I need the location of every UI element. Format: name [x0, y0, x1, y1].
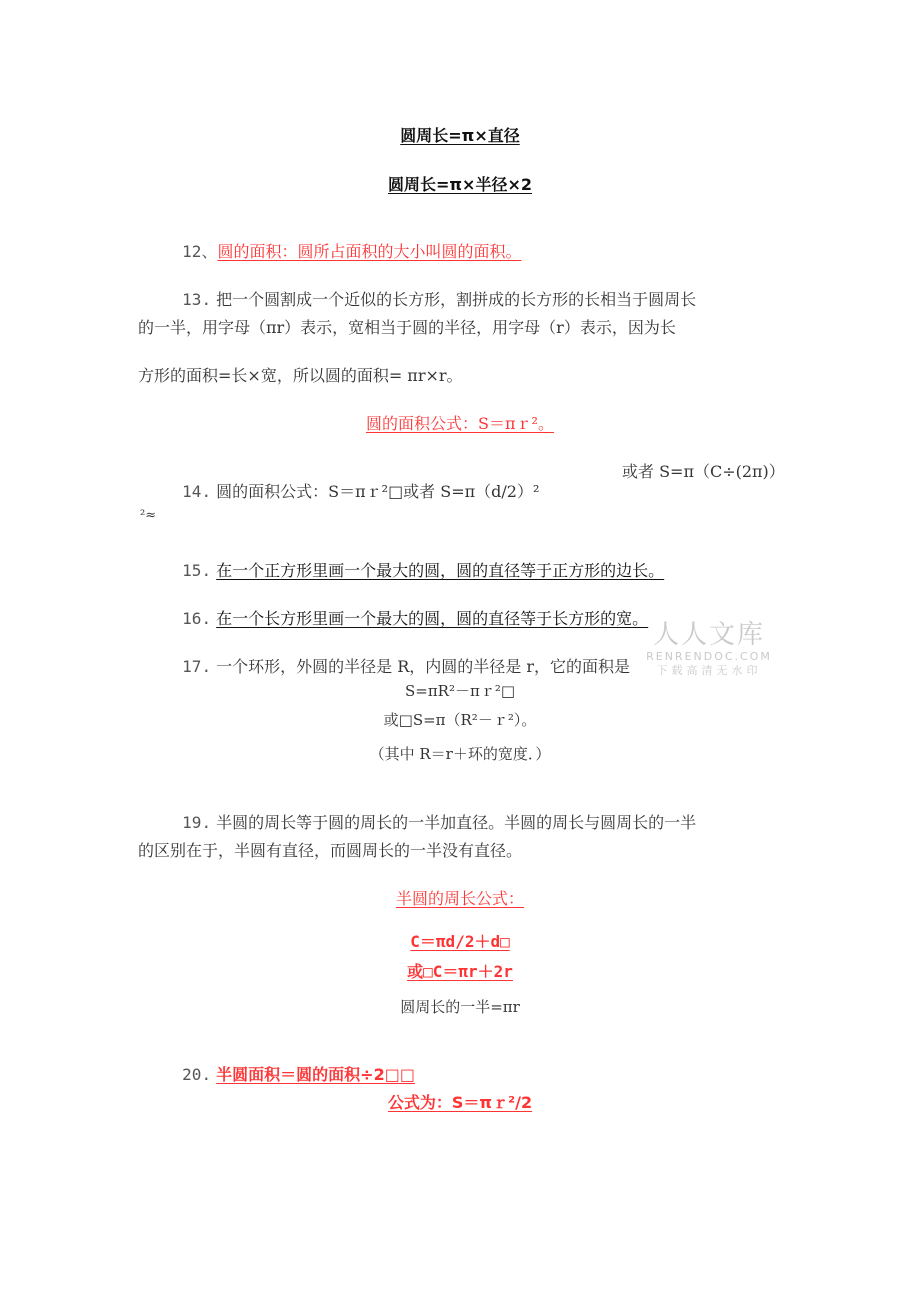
item-19-text-1: 半圆的周长等于圆的周长的一半加直径。半圆的周长与圆周长的一半 [216, 813, 697, 832]
item-16 [172, 589, 648, 629]
item-20-number: 20. [182, 1065, 212, 1084]
area-formula-heading: 圆的面积公式：S＝πｒ²。 [366, 414, 554, 433]
watermark-subtitle: 下载高清无水印 [656, 664, 762, 677]
item-14-text-2: 或者 S=π（C÷(2π)） [622, 462, 785, 481]
half-circumference-formula: 圆周长的一半=πr [400, 998, 520, 1016]
item-13-line-1 [172, 270, 696, 310]
ring-area-formula-2: 或□S=π（R²－ｒ²）。 [383, 711, 537, 729]
item-13-number: 13. [182, 290, 212, 309]
item-17-text: 一个环形，外圆的半径是 R，内圆的半径是 r，它的面积是 [216, 657, 631, 676]
item-20 [172, 1045, 415, 1085]
item-19-line-1 [172, 793, 696, 833]
item-14-text: 圆的面积公式：S＝πｒ²□或者 S=π（d/2）² [216, 482, 540, 501]
watermark-title: 人人文库 [652, 620, 765, 650]
watermark-url: RENRENDOC.COM [646, 650, 772, 663]
circumference-formula-diameter: 圆周长=π×直径 [400, 126, 520, 145]
item-19-line-2: 的区别在于，半圆有直径，而圆周长的一半没有直径。 [138, 841, 523, 860]
item-12-text: 圆的面积：圆所占面积的大小叫圆的面积。 [217, 242, 522, 261]
item-15-text: 在一个正方形里画一个最大的圆，圆的直径等于正方形的边长。 [216, 561, 665, 580]
item-13-line-2: 的一半，用字母（πr）表示，宽相当于圆的半径，用字母（r）表示，因为长 [138, 318, 676, 337]
semicircle-area-formula: 公式为：S＝πｒ²/2 [387, 1093, 533, 1112]
item-13-line-3: 方形的面积=长×宽，所以圆的面积= πr×r。 [138, 366, 463, 385]
item-12-number: 12、 [182, 242, 218, 261]
semicircle-formula-1: C＝πd/2＋d□ [410, 932, 510, 951]
item-16-text: 在一个长方形里画一个最大的圆，圆的直径等于长方形的宽。 [216, 609, 649, 628]
item-15 [172, 541, 664, 581]
item-14-line-1 [172, 462, 539, 502]
item-14-number: 14. [182, 482, 212, 501]
item-14-line-2: ²≈ [140, 508, 157, 523]
ring-area-formula-1: S=πR²－πｒ²□ [404, 682, 516, 700]
semicircle-formula-2: 或□C＝πr＋2r [407, 962, 513, 981]
item-13-text-1: 把一个圆割成一个近似的长方形，割拼成的长方形的长相当于圆周长 [216, 290, 697, 309]
semicircle-perimeter-heading: 半圆的周长公式： [395, 889, 524, 908]
circumference-formula-radius: 圆周长=π×半径×2 [387, 175, 532, 194]
item-15-number: 15. [182, 561, 212, 580]
item-16-number: 16. [182, 609, 212, 628]
item-20-text: 半圆面积＝圆的面积÷2□□ [216, 1065, 415, 1084]
item-17 [172, 637, 630, 677]
item-17-number: 17. [182, 657, 212, 676]
watermark [646, 620, 772, 678]
item-19-number: 19. [182, 813, 212, 832]
ring-width-note: （其中 R＝r＋环的宽度．） [369, 745, 551, 763]
item-12 [172, 222, 521, 262]
